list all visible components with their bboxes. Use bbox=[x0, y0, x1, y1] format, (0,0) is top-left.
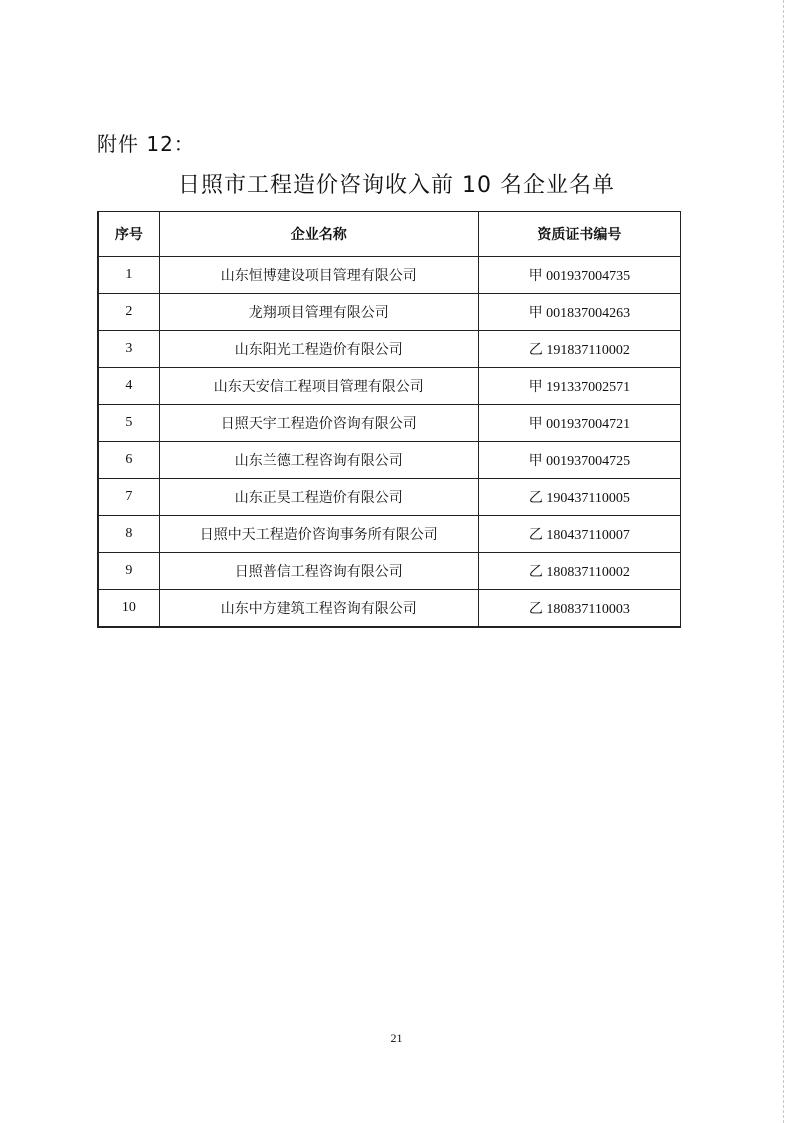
row-company-name: 山东天安信工程项目管理有限公司 bbox=[159, 368, 478, 405]
row-seq: 2 bbox=[98, 294, 159, 331]
row-cert-number: 甲 001937004725 bbox=[478, 442, 680, 479]
row-company-name: 山东阳光工程造价有限公司 bbox=[159, 331, 478, 368]
table-row bbox=[98, 331, 681, 368]
table-row bbox=[98, 257, 681, 294]
row-company-name: 山东恒博建设项目管理有限公司 bbox=[159, 257, 478, 294]
header-cert: 资质证书编号 bbox=[478, 212, 680, 257]
header-name: 企业名称 bbox=[159, 212, 478, 257]
row-seq: 4 bbox=[98, 368, 159, 405]
row-seq: 3 bbox=[98, 331, 159, 368]
row-company-name: 山东兰德工程咨询有限公司 bbox=[159, 442, 478, 479]
row-seq: 1 bbox=[98, 257, 159, 294]
row-cert-number: 甲 001937004721 bbox=[478, 405, 680, 442]
row-cert-number: 乙 180837110003 bbox=[478, 590, 680, 628]
page-number: 21 bbox=[390, 1031, 403, 1045]
table-row bbox=[98, 368, 681, 405]
row-company-name: 日照普信工程咨询有限公司 bbox=[159, 553, 478, 590]
row-company-name: 山东正昊工程造价有限公司 bbox=[159, 479, 478, 516]
table-header-row bbox=[98, 212, 681, 257]
header-seq: 序号 bbox=[98, 212, 159, 257]
document-title: 日照市工程造价咨询收入前 10 名企业名单 bbox=[178, 173, 615, 198]
row-cert-number: 甲 001937004735 bbox=[478, 257, 680, 294]
table-row bbox=[98, 516, 681, 553]
row-seq: 10 bbox=[98, 590, 159, 628]
table-row bbox=[98, 553, 681, 590]
company-table bbox=[97, 211, 681, 628]
row-seq: 9 bbox=[98, 553, 159, 590]
attachment-label: 附件 12： bbox=[97, 132, 195, 156]
table-row bbox=[98, 479, 681, 516]
row-seq: 7 bbox=[98, 479, 159, 516]
row-company-name: 龙翔项目管理有限公司 bbox=[159, 294, 478, 331]
row-cert-number: 乙 180437110007 bbox=[478, 516, 680, 553]
row-seq: 8 bbox=[98, 516, 159, 553]
row-company-name: 日照天宇工程造价咨询有限公司 bbox=[159, 405, 478, 442]
row-cert-number: 乙 191837110002 bbox=[478, 331, 680, 368]
row-cert-number: 乙 180837110002 bbox=[478, 553, 680, 590]
row-cert-number: 甲 191337002571 bbox=[478, 368, 680, 405]
row-company-name: 日照中天工程造价咨询事务所有限公司 bbox=[159, 516, 478, 553]
row-company-name: 山东中方建筑工程咨询有限公司 bbox=[159, 590, 478, 628]
table-row bbox=[98, 294, 681, 331]
row-seq: 6 bbox=[98, 442, 159, 479]
row-cert-number: 乙 190437110005 bbox=[478, 479, 680, 516]
table-row bbox=[98, 590, 681, 628]
table-row bbox=[98, 405, 681, 442]
row-seq: 5 bbox=[98, 405, 159, 442]
table-row bbox=[98, 442, 681, 479]
row-cert-number: 甲 001837004263 bbox=[478, 294, 680, 331]
